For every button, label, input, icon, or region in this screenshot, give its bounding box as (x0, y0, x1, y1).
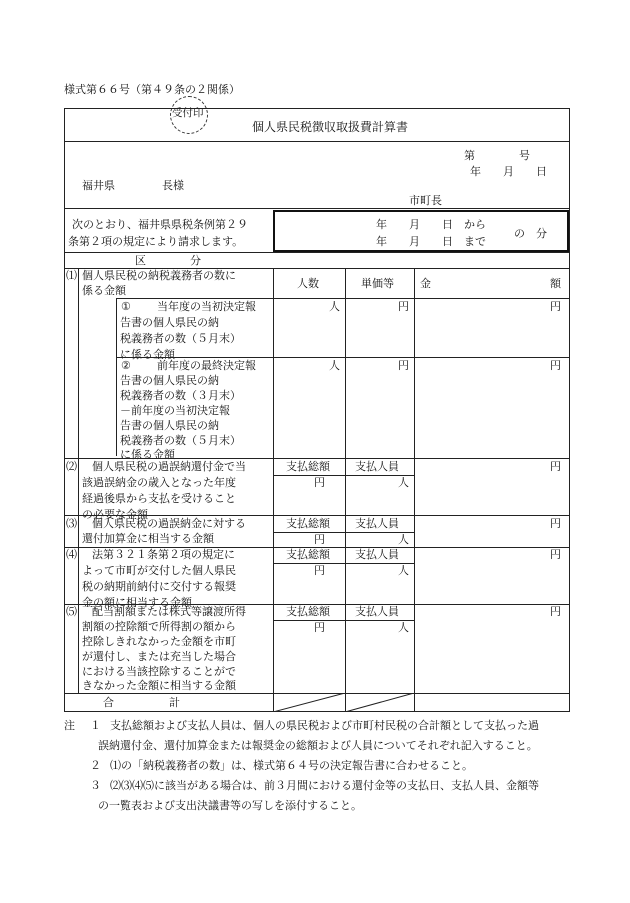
row1-label-1: 個人県民税の納税義務者の数に (82, 269, 236, 282)
row2-shiharai-jinin: 支払人員 (355, 460, 399, 473)
period-to: 年 月 日 まで (376, 235, 486, 248)
rule (64, 208, 570, 209)
period-from: 年 月 日 から (376, 218, 486, 231)
row3-shiharai-jinin: 支払人員 (355, 517, 399, 530)
row4-kin-unit: 円 (550, 548, 561, 561)
sender-mayor: 市町長 (409, 194, 442, 207)
reception-stamp-label: 受付印 (172, 107, 204, 119)
row5-nin-unit: 人 (398, 621, 409, 634)
note1-number: １ (90, 719, 101, 732)
num-col-rule (78, 268, 79, 693)
row1b-yen-unit: 円 (398, 359, 409, 372)
row3-nin-unit: 人 (398, 533, 409, 546)
row1b-line: 前年度の最終決定報 (157, 359, 256, 372)
request-line-2: 条第２項の規定により請求します。 (68, 235, 244, 248)
row3-shiharai-sogaku: 支払総額 (286, 517, 330, 530)
row1-number: ⑴ (66, 269, 77, 282)
row1b-number: ② (121, 359, 131, 372)
row5-shiharai-jinin: 支払人員 (355, 605, 399, 618)
rule (273, 532, 414, 533)
row1a-line: 告書の個人県民の納 (120, 316, 219, 329)
row3-line: 個人県民税の過誤納金に対する (92, 517, 246, 530)
header-kin: 金 (420, 277, 431, 290)
row1b-line: 税義務者の数（５月末） (120, 434, 241, 447)
rule (273, 563, 414, 564)
rule (273, 475, 414, 476)
sub-num-col-rule (116, 298, 117, 456)
period-suffix: の 分 (514, 227, 547, 240)
row1a-line: に係る金額 (120, 348, 175, 361)
header-ninzu: 人数 (297, 277, 319, 290)
row2-line: 該過誤納金の歳入となった年度 (82, 476, 236, 489)
row1b-line: 告書の個人県民の納 (120, 374, 219, 387)
row3-kin-unit: 円 (550, 517, 561, 530)
row5-line: 控除しきれなかった金額を市町 (82, 635, 236, 648)
col-rule (273, 268, 274, 712)
row4-line: 税の納期前納付に交付する報奨 (82, 580, 236, 593)
row4-line: 金の額に相当する金額 (82, 596, 192, 609)
row4-line: 法第３２１条第２項の規定に (92, 548, 235, 561)
row1a-kin-unit: 円 (550, 300, 561, 313)
row4-shiharai-sogaku: 支払総額 (286, 548, 330, 561)
row1a-yen-unit: 円 (398, 300, 409, 313)
page-title: 個人県民税徴収取扱費計算書 (252, 120, 409, 134)
rule (273, 620, 414, 621)
row4-number: ⑷ (66, 548, 77, 561)
row3-line: 還付加算金に相当する金額 (82, 532, 214, 545)
row4-nin-unit: 人 (398, 564, 409, 577)
row1b-nin-unit: 人 (329, 359, 340, 372)
form-number: 様式第６６号（第４９条の２関係） (64, 83, 240, 96)
rule (64, 252, 570, 253)
row4-en-unit: 円 (314, 564, 325, 577)
document-number: 第 号 (464, 149, 530, 162)
note3-line1: ⑵⑶⑷⑸に該当がある場合は、前３月間における還付金等の支払日、支払人員、金額等 (110, 779, 539, 792)
note2-number: ２ (90, 759, 101, 772)
document-date: 年 月 日 (470, 165, 547, 178)
row1a-nin-unit: 人 (329, 300, 340, 313)
note1-line1: 支払総額および支払人員は、個人の県民税および市町村民税の合計額として支払った過 (110, 719, 539, 732)
row4-line: よって市町が交付した個人県民 (82, 564, 236, 577)
note3-number: ３ (90, 779, 101, 792)
addressee-chief: 長様 (162, 179, 184, 192)
row1a-number: ① (121, 300, 131, 313)
rule (64, 141, 570, 142)
header-kubun: 区 分 (135, 254, 201, 267)
row5-line: における当該控除することがで (82, 665, 236, 678)
row5-kin-unit: 円 (550, 605, 561, 618)
col-rule (345, 268, 346, 712)
row4-shiharai-jinin: 支払人員 (355, 548, 399, 561)
row2-kin-unit: 円 (550, 460, 561, 473)
row2-nin-unit: 人 (398, 476, 409, 489)
addressee-prefecture: 福井県 (82, 179, 115, 192)
row5-line: きなかった金額に相当する金額 (82, 679, 236, 692)
request-line-1: 次のとおり、福井県県税条例第２９ (72, 218, 248, 231)
row5-number: ⑸ (66, 605, 77, 618)
row2-line: 経過後県から支払を受けること (82, 492, 236, 505)
note3-line2: の一覧表および支出決議書等の写しを添付すること。 (98, 799, 362, 812)
row3-number: ⑶ (66, 517, 77, 530)
row5-line: が還付し、または充当した場合 (82, 650, 236, 663)
row1b-line: 税義務者の数（３月末） (120, 389, 241, 402)
header-gaku: 額 (550, 277, 561, 290)
note1-line2: 誤納還付金、還付加算金または報奨金の総額および人員についてそれぞれ記入すること。 (98, 739, 538, 752)
row2-line: 個人県民税の過誤納還付金で当 (92, 460, 246, 473)
note2-line1: ⑴の「納税義務者の数」は、様式第６４号の決定報告書に合わせること。 (110, 759, 473, 772)
row2-line: の必要な金額 (82, 508, 148, 521)
header-tanka: 単価等 (361, 277, 394, 290)
row5-en-unit: 円 (314, 621, 325, 634)
row2-number: ⑵ (66, 460, 77, 473)
row2-en-unit: 円 (314, 476, 325, 489)
row5-line: 配当割額または株式等譲渡所得 (92, 605, 246, 618)
notes-label: 注 (64, 719, 75, 732)
total-diagonal-slashes (273, 693, 415, 712)
row1a-line: 当年度の当初決定報 (157, 300, 256, 313)
row1b-line: 告書の個人県民の納 (120, 419, 219, 432)
row5-line: 割額の控除額で所得割の額から (82, 620, 236, 633)
row2-shiharai-sogaku: 支払総額 (286, 460, 330, 473)
row1-label-2: 係る金額 (82, 284, 126, 297)
row3-en-unit: 円 (314, 533, 325, 546)
row5-shiharai-sogaku: 支払総額 (286, 605, 330, 618)
row1b-line: に係る金額 (120, 448, 175, 461)
row1b-kin-unit: 円 (550, 359, 561, 372)
row1a-line: 税義務者の数（５月末） (120, 332, 241, 345)
col-rule (414, 268, 415, 712)
total-label: 合 計 (103, 696, 180, 709)
row1b-line: －前年度の当初決定報 (120, 404, 230, 417)
